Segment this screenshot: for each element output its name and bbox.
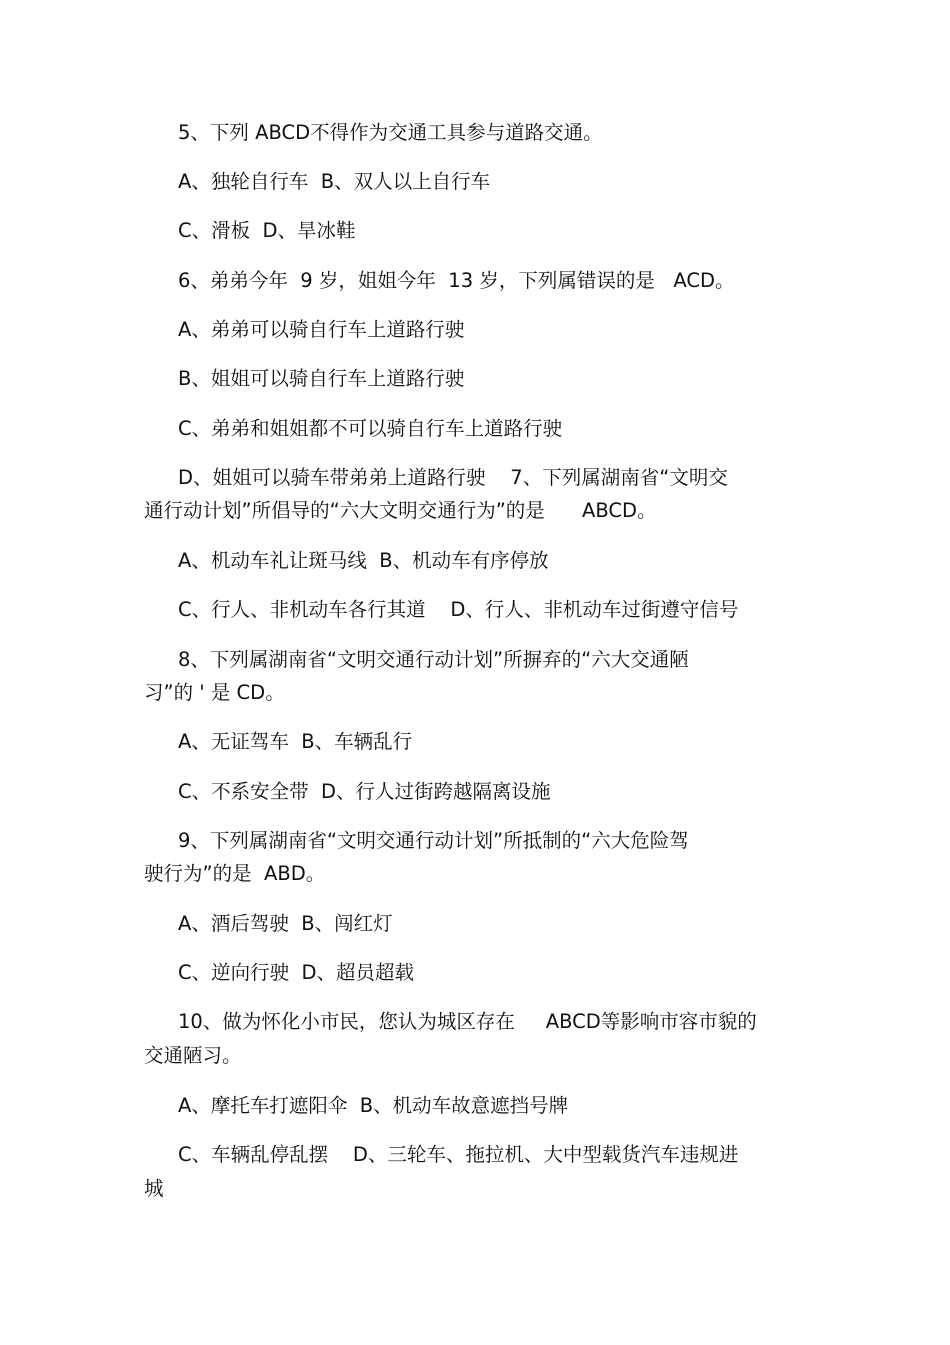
question-10: 10、做为怀化小市民，您认为城区存在 ABCD等影响市容市貌的: [178, 1010, 757, 1033]
q6-option-a: A、弟弟可以骑自行车上道路行驶: [178, 318, 465, 341]
q8-options-cd: C、不系安全带 D、行人过街跨越隔离设施: [178, 780, 551, 803]
q5-options-ab: A、独轮自行车 B、双人以上自行车: [178, 170, 491, 193]
question-9: 9、下列属湖南省“文明交通行动计划”所抵制的“六大危险驾: [178, 829, 689, 852]
q6-option-c: C、弟弟和姐姐都不可以骑自行车上道路行驶: [178, 417, 563, 440]
question-6: 6、弟弟今年 9 岁，姐姐今年 13 岁，下列属错误的是 ACD。: [178, 269, 735, 292]
question-8-cont: 习”的 ' 是 CD。: [144, 681, 285, 704]
q6-option-b: B、姐姐可以骑自行车上道路行驶: [178, 367, 465, 390]
q5-options-cd: C、滑板 D、旱冰鞋: [178, 219, 356, 242]
q10-options-ab: A、摩托车打遮阳伞 B、机动车故意遮挡号牌: [178, 1094, 569, 1117]
question-5: 5、下列 ABCD不得作为交通工具参与道路交通。: [178, 121, 603, 144]
q9-options-ab: A、酒后驾驶 B、闯红灯: [178, 912, 393, 935]
question-7-cont: 通行动计划”所倡导的“六大文明交通行为”的是 ABCD。: [144, 499, 657, 522]
q7-options-ab: A、机动车礼让斑马线 B、机动车有序停放: [178, 549, 549, 572]
q10-options-cd: C、车辆乱停乱摆 D、三轮车、拖拉机、大中型载货汽车违规进: [178, 1143, 739, 1166]
q9-options-cd: C、逆向行驶 D、超员超载: [178, 961, 415, 984]
question-10-cont: 交通陋习。: [144, 1044, 242, 1067]
question-9-cont: 驶行为”的是 ABD。: [144, 862, 326, 885]
q6-option-d-and-q7: D、姐姐可以骑车带弟弟上道路行驶 7、下列属湖南省“文明交: [178, 466, 728, 489]
q7-options-cd: C、行人、非机动车各行其道 D、行人、非机动车过街遵守信号: [178, 598, 739, 621]
q8-options-ab: A、无证驾车 B、车辆乱行: [178, 730, 413, 753]
question-8: 8、下列属湖南省“文明交通行动计划”所摒弃的“六大交通陋: [178, 648, 689, 671]
q10-options-cd-cont: 城: [144, 1177, 164, 1200]
